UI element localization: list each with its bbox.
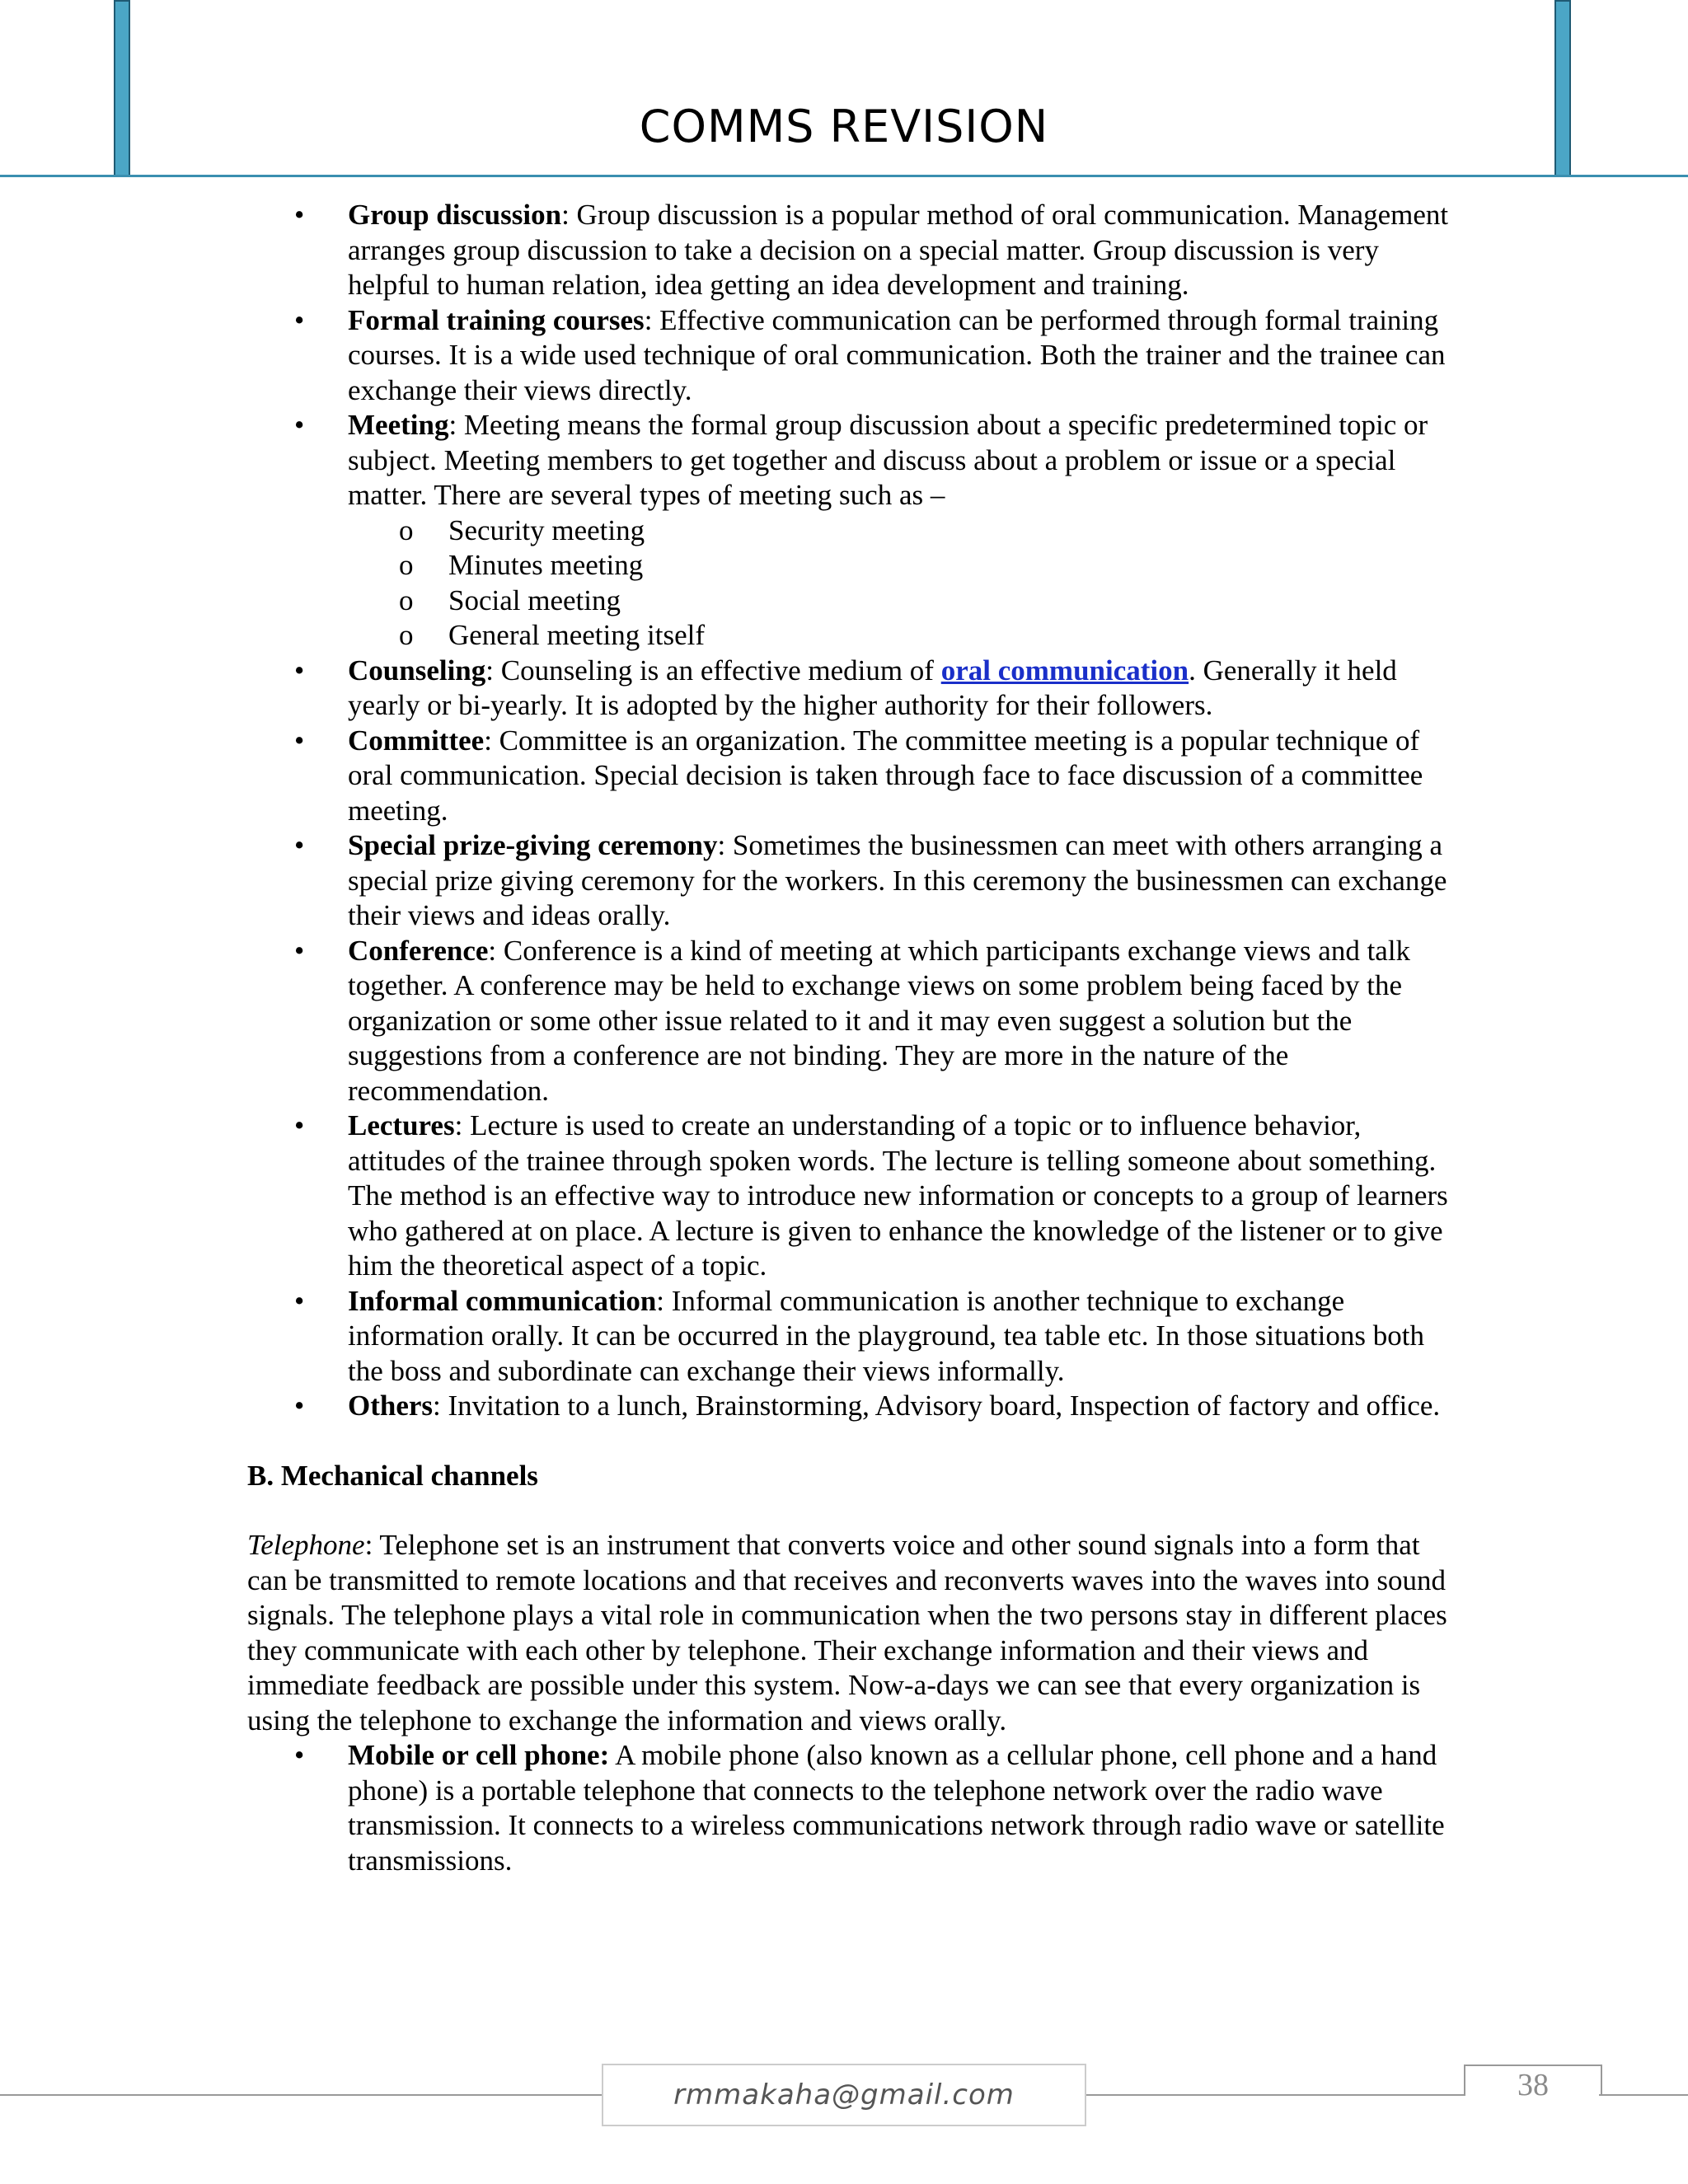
list-item: [294, 724, 1451, 829]
item-term: Conference: [348, 934, 489, 967]
circle-bullet-icon: o: [399, 513, 414, 546]
page-number: 38: [1517, 2068, 1549, 2102]
section-heading: B. Mechanical channels: [247, 1459, 538, 1492]
meeting-types-list: [348, 513, 1451, 654]
telephone-paragraph: Telephone: Telephone set is an instrument that converts voice and other sound signals into a form that can be transmitted to remote locations and that receives and reconverts waves into the waves into sound signals. The telephone plays a vital role in communication when the two persons stay in different places they communicate with each other by telephone. Their exchange information and their views and immediate feedback are possible under this system. Now-a-days we can see that every organization is using the telephone to exchange the information and views orally.: [247, 1529, 1447, 1736]
sub-list-item: o Minutes meeting: [448, 548, 1451, 583]
bullet-icon: •: [294, 409, 305, 441]
bullet-icon: •: [294, 934, 305, 967]
list-item: [294, 934, 1451, 1109]
item-text: : Lecture is used to create an understanding of a topic or to influence behavior, attitudes of the trainee through spoken words. The lecture is telling someone about something. The method is an effective way to introduce new information or concepts to a group of learners who gathered at on place. A lecture is given to enhance the knowledge of the listener or to give him the theoretical aspect of a topic.: [348, 1109, 1448, 1282]
telephone-term: Telephone: [247, 1529, 365, 1561]
item-term: Counseling: [348, 654, 486, 687]
list-item: [294, 1108, 1451, 1284]
bullet-icon: •: [294, 654, 305, 687]
bullet-icon: •: [294, 1739, 305, 1771]
page-header-title: COMMS REVISION: [639, 101, 1049, 152]
item-term: Lectures: [348, 1109, 455, 1141]
circle-bullet-icon: o: [399, 619, 414, 651]
item-text: : Meeting means the formal group discussion about a specific predetermined topic or subject. Meeting members to get together and discuss about a problem or issue or a special matter. There are several types of meeting such as –: [348, 409, 1428, 511]
item-text: : Counseling is an effective medium of: [485, 654, 941, 687]
list-item: [294, 303, 1451, 409]
item-term: Informal communication: [348, 1284, 657, 1317]
sub-list-item: o Security meeting: [448, 513, 1451, 549]
bullet-icon: •: [294, 303, 305, 336]
bullet-icon: •: [294, 199, 305, 231]
item-text: : Effective communication can be performed through formal training courses. It is a wide used technique of oral communication. Both the trainer and the trainee can exchange their views directly.: [348, 303, 1446, 406]
footer-rule-right: [1086, 2094, 1465, 2096]
list-item: [294, 1738, 1451, 1878]
bullet-icon: •: [294, 1284, 305, 1317]
item-term: Group discussion: [348, 199, 562, 231]
list-item: [294, 828, 1451, 934]
item-text: . Generally it held yearly or bi-yearly. It is adopted by the higher authority for their followers.: [348, 654, 1397, 721]
item-text: : Committee is an organization. The committee meeting is a popular technique of oral communication. Special decision is taken through face to face discussion of a committee meeting.: [348, 724, 1423, 827]
footer-rule-left: [0, 2094, 602, 2096]
item-term: Others: [348, 1390, 434, 1422]
list-item: [294, 1389, 1451, 1424]
oral-communication-link[interactable]: oral communication: [940, 654, 1189, 687]
list-item: [294, 654, 1451, 724]
item-term: Mobile or cell phone:: [348, 1739, 610, 1771]
bullet-icon: •: [294, 724, 305, 757]
bullet-icon: •: [294, 829, 305, 861]
item-text: : Informal communication is another technique to exchange information orally. It can be occurred in the playground, tea table etc. In those situations both the boss and subordinate can exchange their views informally.: [348, 1284, 1424, 1387]
circle-bullet-icon: o: [399, 583, 414, 616]
header-rule: [0, 175, 1688, 177]
item-term: Meeting: [348, 409, 449, 441]
item-text: : Conference is a kind of meeting at which participants exchange views and talk together. A conference may be held to exchange views on some problem being faced by the organization or some other issue related to it and it may even suggest a solution but the suggestions from a conference are not binding. They are more in the nature of the recommendation.: [348, 934, 1411, 1107]
bullet-icon: •: [294, 1390, 305, 1422]
footer-email: rmmakaha@gmail.com: [602, 2064, 1086, 2126]
sub-list-item: o General meeting itself: [448, 618, 1451, 654]
list-item: [294, 1284, 1451, 1390]
item-term: Formal training courses: [348, 303, 645, 336]
list-item: [294, 408, 1451, 654]
footer-rule-far-right: [1599, 2094, 1688, 2096]
circle-bullet-icon: o: [399, 549, 414, 581]
sub-list-item: o Social meeting: [448, 583, 1451, 619]
item-text: : Invitation to a lunch, Brainstorming, Advisory board, Inspection of factory and office.: [433, 1390, 1441, 1422]
mechanical-list: [247, 1738, 1451, 1878]
bullet-icon: •: [294, 1109, 305, 1141]
document-body: [247, 198, 1451, 1878]
item-term: Committee: [348, 724, 485, 757]
oral-methods-list: [247, 198, 1451, 1424]
item-term: Special prize-giving ceremony: [348, 829, 718, 861]
item-text: : Group discussion is a popular method of oral communication. Management arranges group discussion to take a decision on a special matter. Group discussion is very helpful to human relation, idea getting an idea development and training.: [348, 199, 1449, 301]
item-text: : Sometimes the businessmen can meet with others arranging a special prize giving ceremony for the workers. In this ceremony the businessmen can exchange their views and ideas orally.: [348, 829, 1447, 931]
list-item: [294, 198, 1451, 303]
item-text: A mobile phone (also known as a cellular phone, cell phone and a hand phone) is a portable telephone that connects to the telephone network over the radio wave transmission. It connects to a wireless communications network through radio wave or satellite transmissions.: [348, 1739, 1445, 1877]
